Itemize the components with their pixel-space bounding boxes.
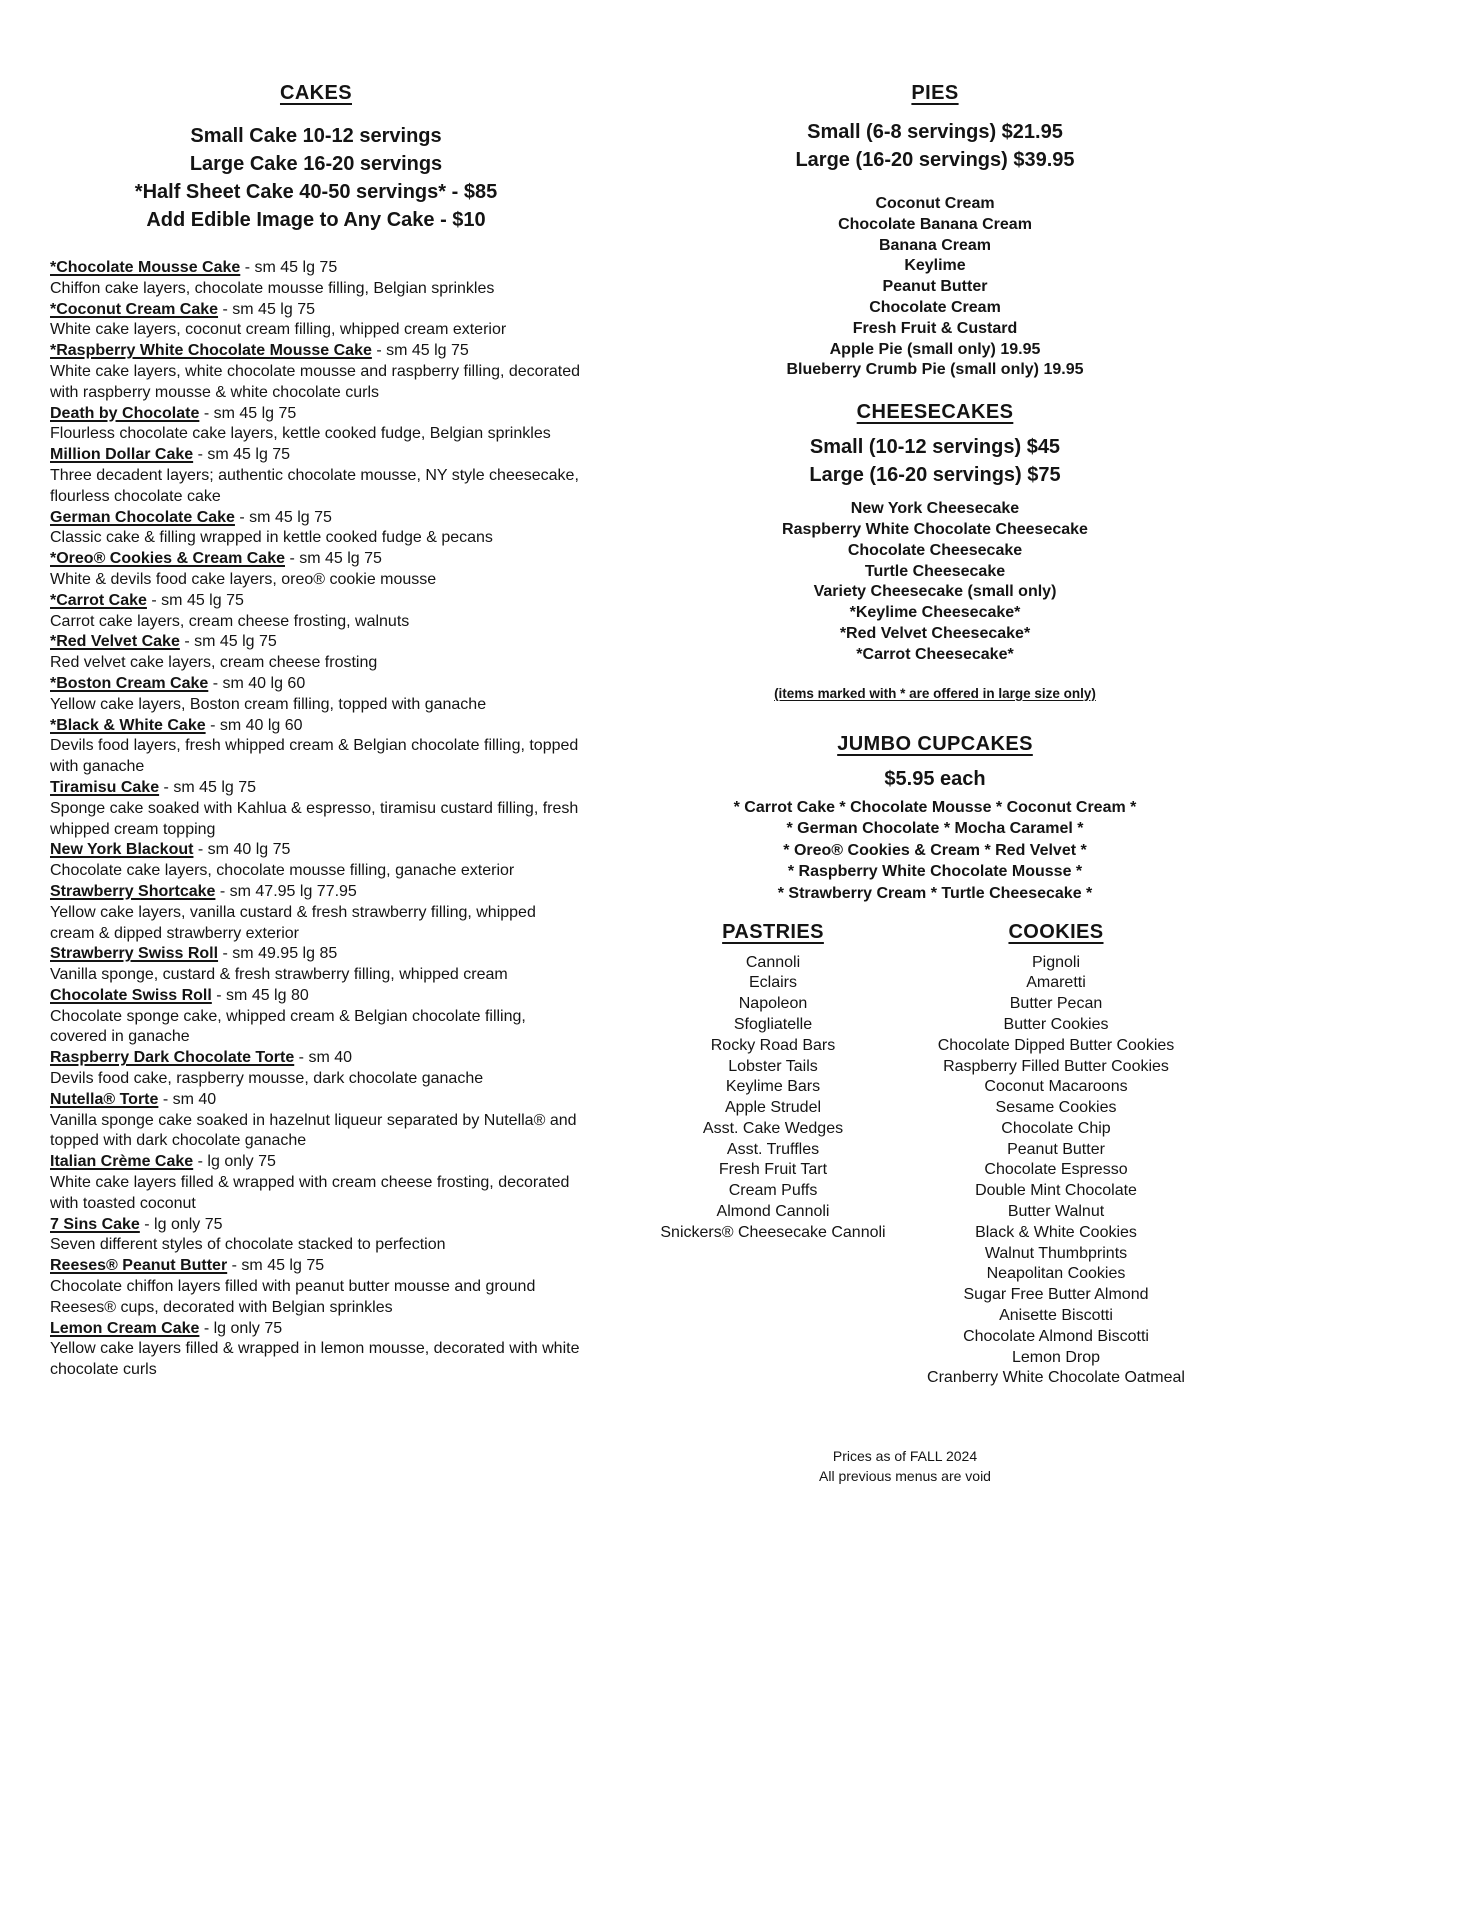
cookie-item: Chocolate Espresso [984, 1161, 1128, 1179]
item-name: New York Blackout [50, 841, 194, 859]
item-description: Yellow cake layers filled & wrapped in lemon mousse, decorated with white chocolate curls [50, 1340, 580, 1379]
pastry-item: Eclairs [748, 974, 797, 992]
pie-item: Fresh Fruit & Custard [852, 319, 1018, 337]
item-title-line [50, 674, 582, 695]
cakes-list [50, 258, 582, 1381]
item-price: - sm 45 lg 75 [151, 591, 244, 609]
cakes-intro-line: Add Edible Image to Any Cake - $10 [146, 209, 486, 231]
cookie-item: Sesame Cookies [995, 1099, 1117, 1117]
cakes-intro-line: Small Cake 10-12 servings [190, 125, 442, 147]
item-name: Strawberry Swiss Roll [50, 945, 219, 963]
menu-item [50, 1256, 582, 1318]
item-name: *Chocolate Mousse Cake [50, 259, 241, 276]
size-line: Large (16-20 servings) $75 [809, 464, 1061, 487]
item-name: Death by Chocolate [50, 404, 200, 422]
menu-item [50, 1048, 582, 1090]
item-name: *Raspberry White Chocolate Mousse Cake [50, 342, 372, 360]
item-price: - sm 45 lg 75 [376, 342, 469, 360]
footer-prices-date: Prices as of FALL 2024 [832, 1448, 978, 1464]
menu-item [50, 674, 582, 716]
item-price: - sm 45 lg 75 [239, 508, 332, 526]
cupcake-flavor-line: * Oreo® Cookies & Cream * Red Velvet * [783, 841, 1087, 859]
cheesecake-item: *Carrot Cheesecake* [856, 645, 1014, 663]
item-price: - sm 40 lg 60 [210, 716, 303, 734]
cookie-item: Coconut Macaroons [984, 1078, 1128, 1096]
cheesecakes-list [652, 499, 1218, 665]
item-description: Chocolate chiffon layers filled with peanut butter mousse and ground Reeses® cups, decorated with Belgian sprinkles [50, 1278, 536, 1316]
item-description: Yellow cake layers, Boston cream filling, topped with ganache [50, 695, 487, 713]
pastry-item: Cream Puffs [728, 1182, 818, 1200]
item-name: Reeses® Peanut Butter [50, 1257, 228, 1275]
cheesecake-item: New York Cheesecake [850, 500, 1020, 518]
item-description: Seven different styles of chocolate stacked to perfection [50, 1236, 446, 1254]
item-title-line [50, 716, 582, 737]
item-price: - sm 45 lg 75 [203, 404, 297, 422]
item-price: - sm 40 [298, 1049, 353, 1067]
item-description: Red velvet cake layers, cream cheese frosting [50, 654, 378, 672]
cookie-item: Double Mint Chocolate [975, 1182, 1137, 1200]
item-title-line [50, 1090, 582, 1111]
cheesecake-item: Chocolate Cheesecake [847, 541, 1023, 559]
pie-item: Blueberry Crumb Pie (small only) 19.95 [786, 361, 1084, 379]
pies-list [652, 194, 1218, 381]
pie-item: Chocolate Banana Cream [838, 215, 1032, 233]
cookie-item: Anisette Biscotti [999, 1307, 1113, 1325]
item-description: Sponge cake soaked with Kahlua & espresso, tiramisu custard filling, fresh whipped cream topping [50, 799, 579, 838]
item-price: - sm 45 lg 75 [289, 550, 382, 568]
item-description: Chiffon cake layers, chocolate mousse filling, Belgian sprinkles [50, 279, 495, 297]
footer [655, 1446, 1155, 1487]
menu-item [50, 1215, 582, 1257]
cheesecake-item: Raspberry White Chocolate Cheesecake [782, 520, 1088, 538]
item-description: Devils food layers, fresh whipped cream & Belgian chocolate filling, topped with ganache [50, 737, 579, 776]
item-description: Yellow cake layers, vanilla custard & fresh strawberry filling, whipped cream & dipped strawberry exterior [50, 903, 536, 942]
cupcake-flavor-line: * Carrot Cake * Chocolate Mousse * Coconut Cream * [733, 798, 1137, 816]
item-title-line [50, 258, 582, 279]
item-description: Vanilla sponge cake soaked in hazelnut liqueur separated by Nutella® and topped with dark chocolate ganache [50, 1111, 577, 1150]
item-price: - lg only 75 [197, 1153, 276, 1171]
pie-item: Apple Pie (small only) 19.95 [829, 340, 1041, 358]
item-description: Flourless chocolate cake layers, kettle cooked fudge, Belgian sprinkles [50, 425, 551, 443]
cookie-item: Lemon Drop [1011, 1348, 1101, 1366]
item-price: - sm 47.95 lg 77.95 [219, 882, 357, 900]
item-description: Three decadent layers; authentic chocolate mousse, NY style cheesecake, flourless chocolate cake [50, 466, 579, 505]
cookie-item: Cranberry White Chocolate Oatmeal [927, 1369, 1185, 1387]
pastries-cookies-row [652, 919, 1218, 1390]
pastry-item: Asst. Cake Wedges [702, 1119, 844, 1137]
item-name: Nutella® Torte [50, 1090, 159, 1108]
cookie-item: Neapolitan Cookies [986, 1265, 1126, 1283]
footer-void-note: All previous menus are void [819, 1468, 991, 1485]
item-description: Carrot cake layers, cream cheese frosting, walnuts [50, 612, 410, 630]
cupcake-flavor-line: * German Chocolate * Mocha Caramel * [786, 820, 1084, 838]
cupcake-price: $5.95 each [884, 767, 986, 790]
item-description: Chocolate sponge cake, whipped cream & Belgian chocolate filling, covered in ganache [50, 1007, 526, 1046]
item-title-line [50, 1319, 582, 1340]
cookie-item: Chocolate Almond Biscotti [963, 1327, 1149, 1345]
pastry-item: Cannoli [745, 953, 801, 971]
pastries-list [652, 953, 894, 1244]
cookies-heading: COOKIES [1008, 920, 1104, 943]
cupcake-flavor-line: * Raspberry White Chocolate Mousse * [787, 863, 1083, 881]
cookie-item: Chocolate Chip [1001, 1119, 1111, 1137]
large-size-only-note: (items marked with * are offered in large size only) [774, 685, 1096, 701]
cookie-item: Chocolate Dipped Butter Cookies [937, 1036, 1175, 1054]
item-title-line [50, 341, 582, 362]
cookie-item: Peanut Butter [1007, 1140, 1105, 1158]
cookie-item: Butter Walnut [1007, 1203, 1105, 1221]
menu-item [50, 591, 582, 633]
item-name: German Chocolate Cake [50, 508, 235, 526]
item-name: *Black & White Cake [50, 716, 206, 734]
item-description: White cake layers, coconut cream filling, whipped cream exterior [50, 321, 507, 339]
item-price: - sm 40 lg 75 [197, 841, 291, 859]
cheesecakes-section [652, 399, 1218, 700]
cheesecake-item: *Keylime Cheesecake* [849, 604, 1021, 622]
item-description: Vanilla sponge, custard & fresh strawberry filling, whipped cream [50, 966, 508, 984]
jumbo-cupcakes-heading: JUMBO CUPCAKES [837, 732, 1033, 755]
cheesecakes-heading: CHEESECAKES [856, 401, 1014, 424]
item-name: *Boston Cream Cake [50, 674, 209, 692]
pie-item: Chocolate Cream [869, 298, 1001, 316]
item-description: Classic cake & filling wrapped in kettle cooked fudge & pecans [50, 529, 493, 547]
cookie-item: Raspberry Filled Butter Cookies [943, 1057, 1169, 1075]
cupcake-flavor-line: * Strawberry Cream * Turtle Cheesecake * [777, 884, 1093, 902]
item-description: Chocolate cake layers, chocolate mousse filling, ganache exterior [50, 862, 515, 880]
right-column [652, 80, 1218, 1389]
item-price: - sm 40 [162, 1090, 217, 1108]
cookie-item: Sugar Free Butter Almond [963, 1286, 1149, 1304]
item-name: *Coconut Cream Cake [50, 300, 219, 318]
item-name: Million Dollar Cake [50, 446, 194, 464]
item-price: - sm 40 lg 60 [212, 674, 306, 692]
pies-sizes [652, 118, 1218, 174]
item-description: White cake layers, white chocolate mousse and raspberry filling, decorated with raspberry mousse & white chocolate curls [50, 362, 581, 401]
item-name: *Oreo® Cookies & Cream Cake [50, 550, 285, 568]
menu-item [50, 1090, 582, 1152]
item-price: - sm 45 lg 75 [184, 633, 277, 651]
item-name: Chocolate Swiss Roll [50, 986, 212, 1004]
pie-item: Peanut Butter [882, 278, 988, 296]
item-name: 7 Sins Cake [50, 1215, 140, 1233]
pastry-item: Keylime Bars [725, 1078, 821, 1096]
cookie-item: Black & White Cookies [975, 1223, 1137, 1241]
jumbo-cupcakes-section [652, 731, 1218, 905]
menu-item [50, 258, 582, 300]
item-description: White cake layers filled & wrapped with cream cheese frosting, decorated with toasted coconut [50, 1174, 570, 1212]
cookie-item: Butter Pecan [1009, 995, 1103, 1013]
cakes-intro [50, 122, 582, 234]
size-line: Small (10-12 servings) $45 [809, 436, 1061, 459]
size-line: Large (16-20 servings) $39.95 [795, 149, 1075, 171]
item-description: Devils food cake, raspberry mousse, dark chocolate ganache [50, 1070, 484, 1088]
menu-item [50, 508, 582, 550]
cookie-item: Amaretti [1026, 974, 1086, 992]
menu-item [50, 1152, 582, 1214]
menu-item [50, 944, 582, 986]
pie-item: Coconut Cream [875, 195, 995, 212]
pastries-heading: PASTRIES [722, 920, 824, 943]
cookies-section [894, 919, 1218, 1390]
pies-section [652, 80, 1218, 381]
pastry-item: Lobster Tails [728, 1057, 818, 1075]
item-price: - sm 45 lg 75 [244, 259, 338, 276]
pastry-item: Fresh Fruit Tart [718, 1161, 828, 1179]
item-name: Italian Crème Cake [50, 1153, 194, 1171]
item-title-line [50, 1215, 582, 1236]
menu-item [50, 1319, 582, 1381]
pastry-item: Snickers® Cheesecake Cannoli [660, 1223, 886, 1241]
pie-item: Banana Cream [878, 236, 992, 254]
cakes-section [50, 80, 582, 1381]
menu-item [50, 404, 582, 446]
item-name: Raspberry Dark Chocolate Torte [50, 1049, 295, 1067]
item-title-line [50, 944, 582, 965]
item-name: Strawberry Shortcake [50, 882, 216, 900]
item-title-line [50, 445, 582, 466]
menu-item [50, 300, 582, 342]
cupcake-flavors-list [652, 797, 1218, 905]
item-price: - lg only 75 [144, 1215, 223, 1233]
item-title-line [50, 1048, 582, 1069]
item-name: *Red Velvet Cake [50, 633, 180, 651]
item-title-line [50, 1152, 582, 1173]
item-name: *Carrot Cake [50, 591, 147, 609]
item-title-line [50, 1256, 582, 1277]
item-description: White & devils food cake layers, oreo® cookie mousse [50, 570, 437, 588]
item-name: Tiramisu Cake [50, 778, 160, 796]
item-title-line [50, 300, 582, 321]
cheesecakes-sizes [652, 433, 1218, 489]
cookies-list [894, 953, 1218, 1390]
menu-item [50, 882, 582, 944]
pastry-item: Rocky Road Bars [710, 1036, 836, 1054]
cakes-intro-line: *Half Sheet Cake 40-50 servings* - $85 [134, 181, 498, 203]
item-title-line [50, 840, 582, 861]
cakes-intro-line: Large Cake 16-20 servings [189, 153, 443, 175]
menu-item [50, 632, 582, 674]
cheesecake-item: Turtle Cheesecake [864, 562, 1006, 580]
pastry-item: Almond Cannoli [716, 1203, 830, 1221]
item-price: - sm 45 lg 80 [216, 986, 309, 1004]
pastry-item: Sfogliatelle [733, 1015, 813, 1033]
item-price: - sm 45 lg 75 [197, 446, 291, 464]
menu-item [50, 341, 582, 403]
menu-item [50, 778, 582, 840]
menu-item [50, 445, 582, 507]
menu-item [50, 986, 582, 1048]
item-title-line [50, 549, 582, 570]
item-title-line [50, 986, 582, 1007]
cheesecake-item: Variety Cheesecake (small only) [813, 583, 1057, 601]
cookie-item: Pignoli [1031, 953, 1081, 971]
item-price: - sm 45 lg 75 [231, 1257, 325, 1275]
item-price: - lg only 75 [203, 1319, 283, 1337]
item-title-line [50, 508, 582, 529]
cookie-item: Butter Cookies [1003, 1015, 1109, 1033]
item-title-line [50, 778, 582, 799]
item-title-line [50, 404, 582, 425]
item-title-line [50, 882, 582, 903]
menu-item [50, 840, 582, 882]
cakes-heading: CAKES [279, 82, 352, 104]
item-price: - sm 49.95 lg 85 [222, 945, 338, 963]
cheesecake-item: *Red Velvet Cheesecake* [839, 624, 1031, 642]
item-title-line [50, 591, 582, 612]
pastry-item: Apple Strudel [724, 1099, 822, 1117]
menu-item [50, 716, 582, 778]
menu-item [50, 549, 582, 591]
pastry-item: Napoleon [738, 995, 808, 1013]
pastry-item: Asst. Truffles [726, 1140, 820, 1158]
item-price: - sm 45 lg 75 [222, 300, 315, 318]
pastries-section [652, 919, 894, 1244]
item-title-line [50, 632, 582, 653]
pie-item: Keylime [904, 257, 966, 275]
cookie-item: Walnut Thumbprints [984, 1244, 1128, 1262]
item-price: - sm 45 lg 75 [163, 778, 257, 796]
item-name: Lemon Cream Cake [50, 1319, 200, 1337]
size-line: Small (6-8 servings) $21.95 [807, 121, 1063, 143]
pies-heading: PIES [911, 82, 959, 104]
